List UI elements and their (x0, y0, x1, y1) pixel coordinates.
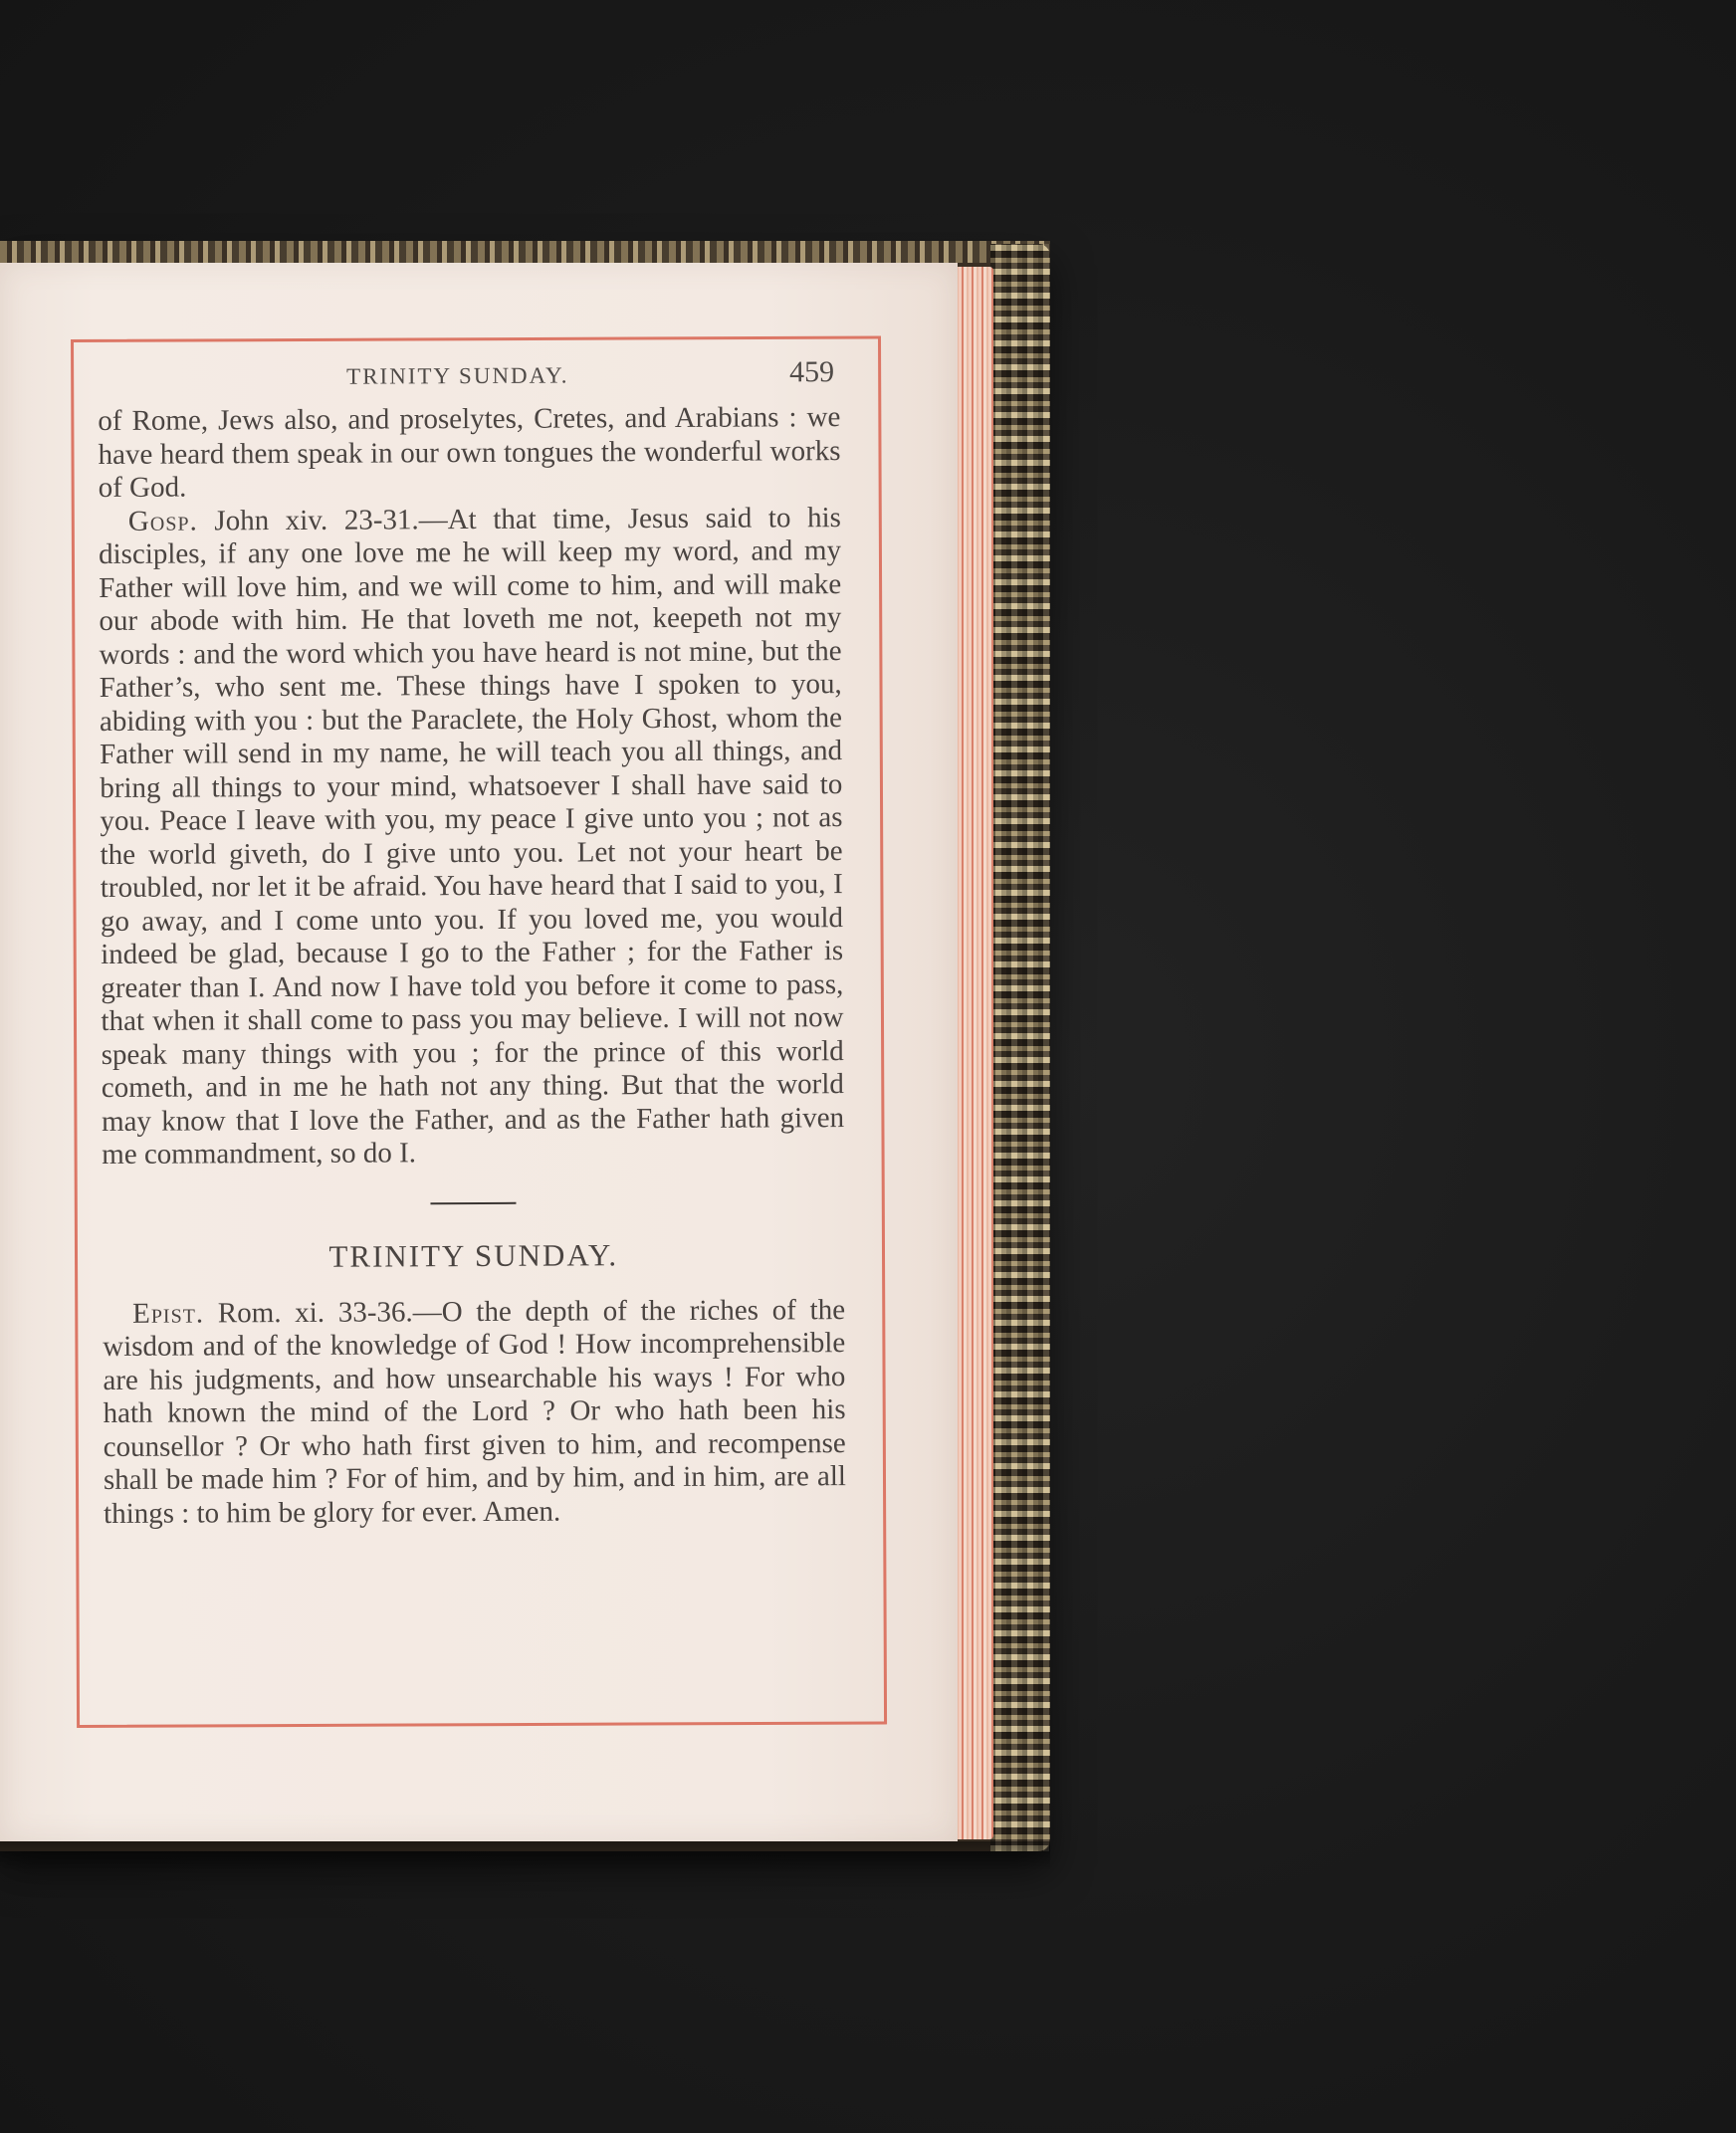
paragraph-gospel (99, 502, 844, 1173)
epistle-text: Rom. xi. 33-36.—O the depth of the riches of the wisdom and of the knowledge of God ! How incomprehensible are his judgments, and how unsearchable his ways ! For who hath known the mind of the Lord ? Or who hath been his counsellor ? Or who hath first given to him, and recompense shall be made him ? For of him, and by him, and in him, are all things : to him be glory for ever. Amen. (103, 1293, 847, 1530)
running-head (98, 349, 840, 405)
running-title: TRINITY SUNDAY. (346, 362, 569, 389)
section-divider (430, 1201, 516, 1203)
epistle-label: Epist. (131, 1296, 205, 1330)
page-text-block (98, 349, 846, 1531)
paragraph-continuation (98, 401, 841, 505)
paragraph-epistle (103, 1294, 846, 1531)
section-title: TRINITY SUNDAY. (328, 1236, 619, 1274)
gilt-spine-edge (990, 244, 1050, 1851)
gilt-top-edge (0, 241, 1050, 263)
paragraph-text: of Rome, Jews also, and proselytes, Cretes, and Arabians : we have heard them speak in our own tongues the wonderful works of God. (98, 401, 841, 504)
gospel-text: John xiv. 23-31.—At that time, Jesus said to his disciples, if any one love me he will keep my word, and my Father will love him, and we will come to him, and will make our abode with him. He that loveth me not, keepeth not my words : and the word which you have heard is not mine, but the Father’s, who sent me. These things have I spoken to you, abiding with you : but the Paraclete, the Holy Ghost, whom the Father will send in my name, he will teach you all things, and bring all things to your mind, whatsoever I shall have said to you. Peace I leave with you, my peace I give unto you ; not as the world giveth, do I give unto you. Let not your heart be troubled, nor let it be afraid. You have heard that I said to you, I go away, and I come unto you. If you loved me, you would indeed be glad, because I go to the Father ; for the Father is greater than I. And now I have told you before it come to pass, that when it shall come to pass you may believe. I will not now speak many things with you ; for the prince of this world cometh, and in me he hath not any thing. But that the world may know that I love the Father, and as the Father hath given me commandment, so do I. (98, 501, 845, 1171)
book-shadow (0, 1841, 1050, 1871)
page-fore-edge (954, 267, 993, 1839)
page-number: 459 (789, 355, 835, 389)
gospel-label: Gosp. (127, 504, 198, 537)
